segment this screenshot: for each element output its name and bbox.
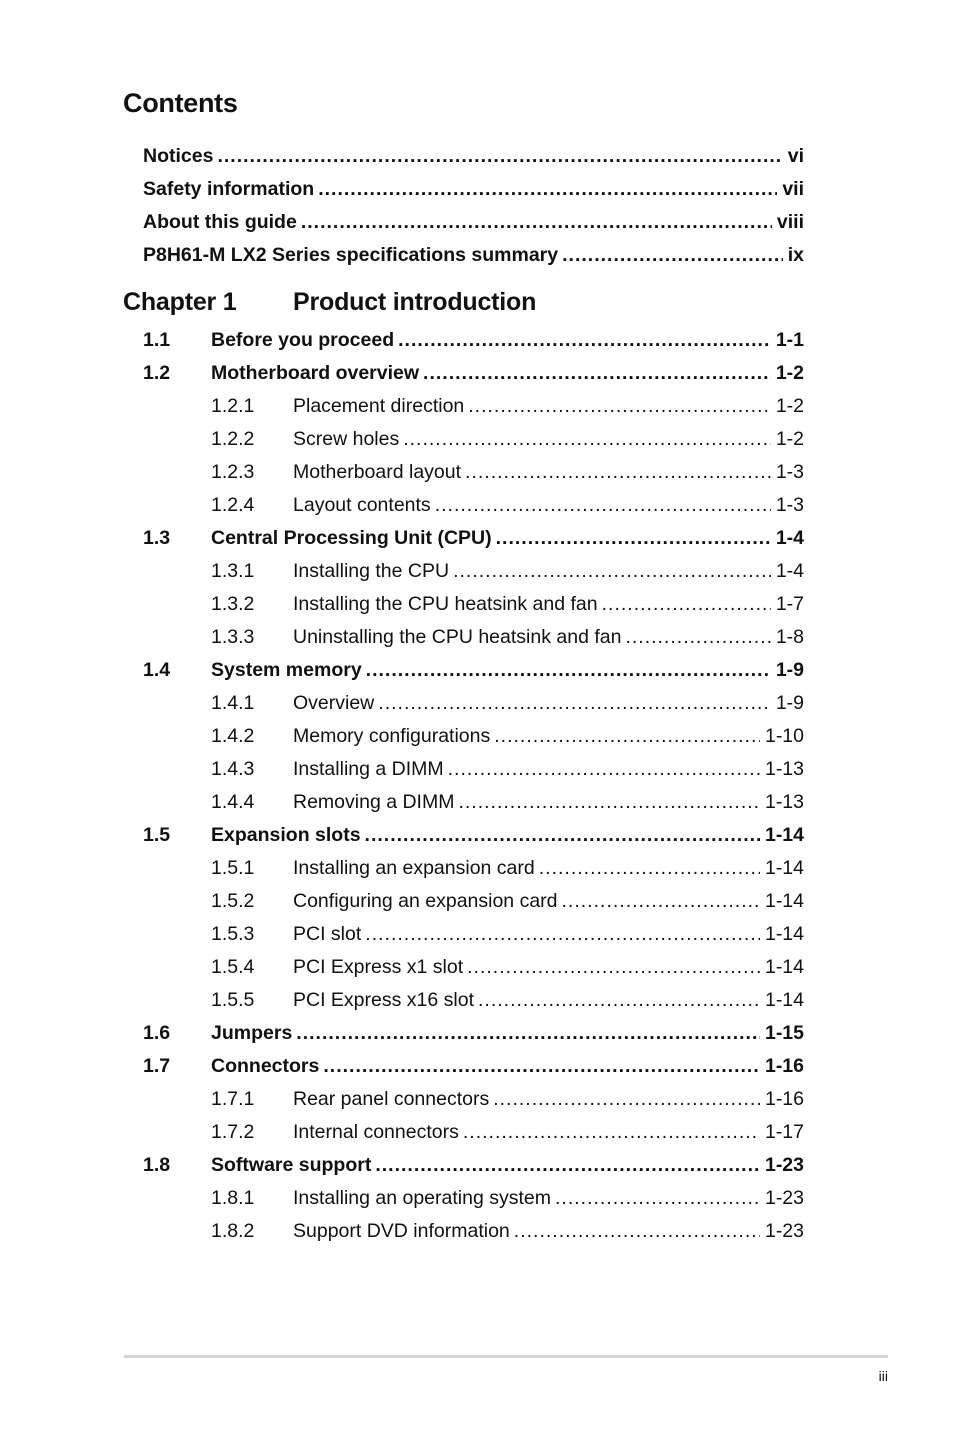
toc-entry-page: 1-9 [775,659,804,681]
toc-subsection[interactable] [143,621,804,654]
toc-entry-page: 1-4 [775,560,804,582]
toc-entry-label: Installing an expansion card [293,857,535,879]
toc-entry-label: Internal connectors [293,1121,459,1143]
toc-entry-label: Safety information [143,178,315,200]
toc-entry-number: 1.4.4 [211,791,255,813]
toc-subsection[interactable] [143,588,804,621]
toc-section[interactable] [143,324,804,357]
dot-leader [465,456,771,489]
toc-entry-page: 1-16 [764,1088,804,1110]
dot-leader [458,786,760,819]
toc-entry-label: Installing the CPU [293,560,450,582]
toc-entry-number: 1.5 [143,824,171,846]
dot-leader [217,140,782,173]
toc-subsection[interactable] [143,786,804,819]
dot-leader [365,918,760,951]
toc-section[interactable] [143,1050,804,1083]
toc-entry-number: 1.5.2 [211,890,255,912]
toc-section[interactable] [143,522,804,555]
dot-leader [403,423,771,456]
toc-entry-number: 1.2.2 [211,428,255,450]
toc-entry-label: Memory configurations [293,725,491,747]
toc-entry-label: Layout contents [293,494,431,516]
toc-subsection[interactable] [143,852,804,885]
toc-entry-page: vii [782,178,804,200]
toc-entry-number: 1.6 [143,1022,171,1044]
toc-entry-page: ix [787,244,804,266]
dot-leader [318,173,777,206]
dot-leader [514,1215,760,1248]
toc-subsection[interactable] [143,489,804,522]
toc-entry-number: 1.5.3 [211,923,255,945]
toc-entry-number: 1.4 [143,659,171,681]
toc-entry[interactable] [143,239,804,272]
toc-entry-page: 1-4 [775,527,804,549]
toc-subsection[interactable] [143,390,804,423]
toc-entry-page: 1-14 [764,956,804,978]
dot-leader [463,1116,760,1149]
dot-leader [562,885,760,918]
toc-subsection[interactable] [143,984,804,1017]
footer-page-number: iii [878,1368,888,1384]
toc-entry-number: 1.7 [143,1055,171,1077]
toc-section[interactable] [143,1017,804,1050]
toc-entry-page: 1-10 [764,725,804,747]
toc-entry-page: 1-15 [764,1022,804,1044]
toc-entry-label: Overview [293,692,375,714]
dot-leader [375,1149,760,1182]
toc-entry-label: PCI Express x1 slot [293,956,464,978]
toc-entry-number: 1.7.1 [211,1088,255,1110]
toc-entry-number: 1.3 [143,527,171,549]
toc-entry-number: 1.1 [143,329,171,351]
toc-subsection[interactable] [143,753,804,786]
toc-entry-page: vi [787,145,804,167]
toc-entry-page: 1-17 [764,1121,804,1143]
dot-leader [562,239,783,272]
toc-entry-number: 1.5.5 [211,989,255,1011]
toc-entry-page: 1-14 [764,824,804,846]
chapter-title: Product introduction [293,288,537,316]
toc-entry-page: 1-2 [775,362,804,384]
dot-leader [468,390,771,423]
toc-entry-page: 1-2 [775,428,804,450]
toc-entry-number: 1.3.3 [211,626,255,648]
toc-entry-page: 1-14 [764,890,804,912]
toc-entry-label: Installing an operating system [293,1187,551,1209]
toc-entry-label: PCI slot [293,923,362,945]
toc-entry-page: viii [776,211,804,233]
toc-subsection[interactable] [143,951,804,984]
dot-leader [296,1017,760,1050]
toc-entry-page: 1-9 [775,692,804,714]
toc-entry-page: 1-1 [775,329,804,351]
toc-entry-label: Removing a DIMM [293,791,455,813]
dot-leader [555,1182,760,1215]
dot-leader [478,984,760,1017]
page-title: Contents [123,88,238,118]
toc-entry-number: 1.7.2 [211,1121,255,1143]
toc-entry-number: 1.2 [143,362,171,384]
toc-entry-page: 1-13 [764,758,804,780]
toc-entry-page: 1-8 [775,626,804,648]
toc-entry-number: 1.8.2 [211,1220,255,1242]
toc-entry-number: 1.2.1 [211,395,255,417]
toc-entry-number: 1.4.1 [211,692,255,714]
dot-leader [301,206,772,239]
toc-section[interactable] [143,654,804,687]
toc-entry-page: 1-23 [764,1187,804,1209]
toc-entry-label: Connectors [211,1055,320,1077]
toc-entry-label: Central Processing Unit (CPU) [211,527,492,549]
toc-entry[interactable] [143,206,804,239]
dot-leader [467,951,760,984]
toc-entry-number: 1.3.2 [211,593,255,615]
toc-subsection[interactable] [143,687,804,720]
toc-entry-label: Configuring an expansion card [293,890,558,912]
toc-entry-label: Installing the CPU heatsink and fan [293,593,598,615]
toc-entry-page: 1-2 [775,395,804,417]
toc-entry-page: 1-14 [764,923,804,945]
toc-entry-number: 1.2.3 [211,461,255,483]
dot-leader [365,819,760,852]
toc-subsection[interactable] [143,720,804,753]
toc-entry-number: 1.8 [143,1154,171,1176]
dot-leader [323,1050,760,1083]
toc-entry-page: 1-7 [775,593,804,615]
toc-entry-number: 1.5.4 [211,956,255,978]
toc-entry-label: Uninstalling the CPU heatsink and fan [293,626,622,648]
toc-entry-page: 1-3 [775,461,804,483]
toc-subsection[interactable] [143,456,804,489]
toc-entry-page: 1-23 [764,1220,804,1242]
dot-leader [435,489,771,522]
toc-entry-number: 1.3.1 [211,560,255,582]
toc-entry-label: Software support [211,1154,372,1176]
dot-leader [539,852,760,885]
dot-leader [625,621,770,654]
toc-entry-label: Motherboard overview [211,362,420,384]
chapter-heading [123,288,536,317]
front-matter-list [143,140,804,272]
toc-subsection[interactable] [143,1215,804,1248]
dot-leader [378,687,771,720]
toc-entry-label: PCI Express x16 slot [293,989,474,1011]
dot-leader [423,357,771,390]
toc-entry-label: Jumpers [211,1022,293,1044]
toc-entry-page: 1-13 [764,791,804,813]
chapter-number: Chapter 1 [123,288,237,316]
toc-entry-label: System memory [211,659,362,681]
toc-entry-page: 1-3 [775,494,804,516]
toc-entry-number: 1.5.1 [211,857,255,879]
toc-entry-page: 1-16 [764,1055,804,1077]
dot-leader [602,588,771,621]
toc-entry-label: Before you proceed [211,329,395,351]
dot-leader [493,1083,760,1116]
toc-entry-number: 1.8.1 [211,1187,255,1209]
toc-section[interactable] [143,1149,804,1182]
toc-entry-number: 1.4.2 [211,725,255,747]
toc-entry-number: 1.4.3 [211,758,255,780]
toc-subsection[interactable] [143,423,804,456]
toc-subsection[interactable] [143,1182,804,1215]
toc-entry-label: Screw holes [293,428,400,450]
dot-leader [453,555,771,588]
toc-section[interactable] [143,819,804,852]
toc-entry[interactable] [143,173,804,206]
footer-divider [124,1355,888,1358]
toc-entry-number: 1.2.4 [211,494,255,516]
dot-leader [494,720,760,753]
toc-section[interactable] [143,357,804,390]
toc-subsection[interactable] [143,918,804,951]
toc-entry-label: P8H61-M LX2 Series specifications summary [143,244,559,266]
dot-leader [398,324,771,357]
dot-leader [496,522,771,555]
toc-subsection[interactable] [143,1116,804,1149]
dot-leader [448,753,760,786]
toc-entry-label: Motherboard layout [293,461,462,483]
toc-entry-page: 1-14 [764,857,804,879]
toc-entry-label: Support DVD information [293,1220,510,1242]
toc-entry[interactable] [143,140,804,173]
toc-entry-label: Notices [143,145,214,167]
chapter-toc-list [143,324,804,1248]
dot-leader [366,654,771,687]
toc-subsection[interactable] [143,885,804,918]
toc-entry-label: Installing a DIMM [293,758,444,780]
toc-subsection[interactable] [143,555,804,588]
toc-subsection[interactable] [143,1083,804,1116]
toc-entry-label: Rear panel connectors [293,1088,490,1110]
toc-entry-label: Placement direction [293,395,465,417]
toc-entry-page: 1-23 [764,1154,804,1176]
toc-entry-label: Expansion slots [211,824,361,846]
toc-entry-label: About this guide [143,211,297,233]
toc-entry-page: 1-14 [764,989,804,1011]
